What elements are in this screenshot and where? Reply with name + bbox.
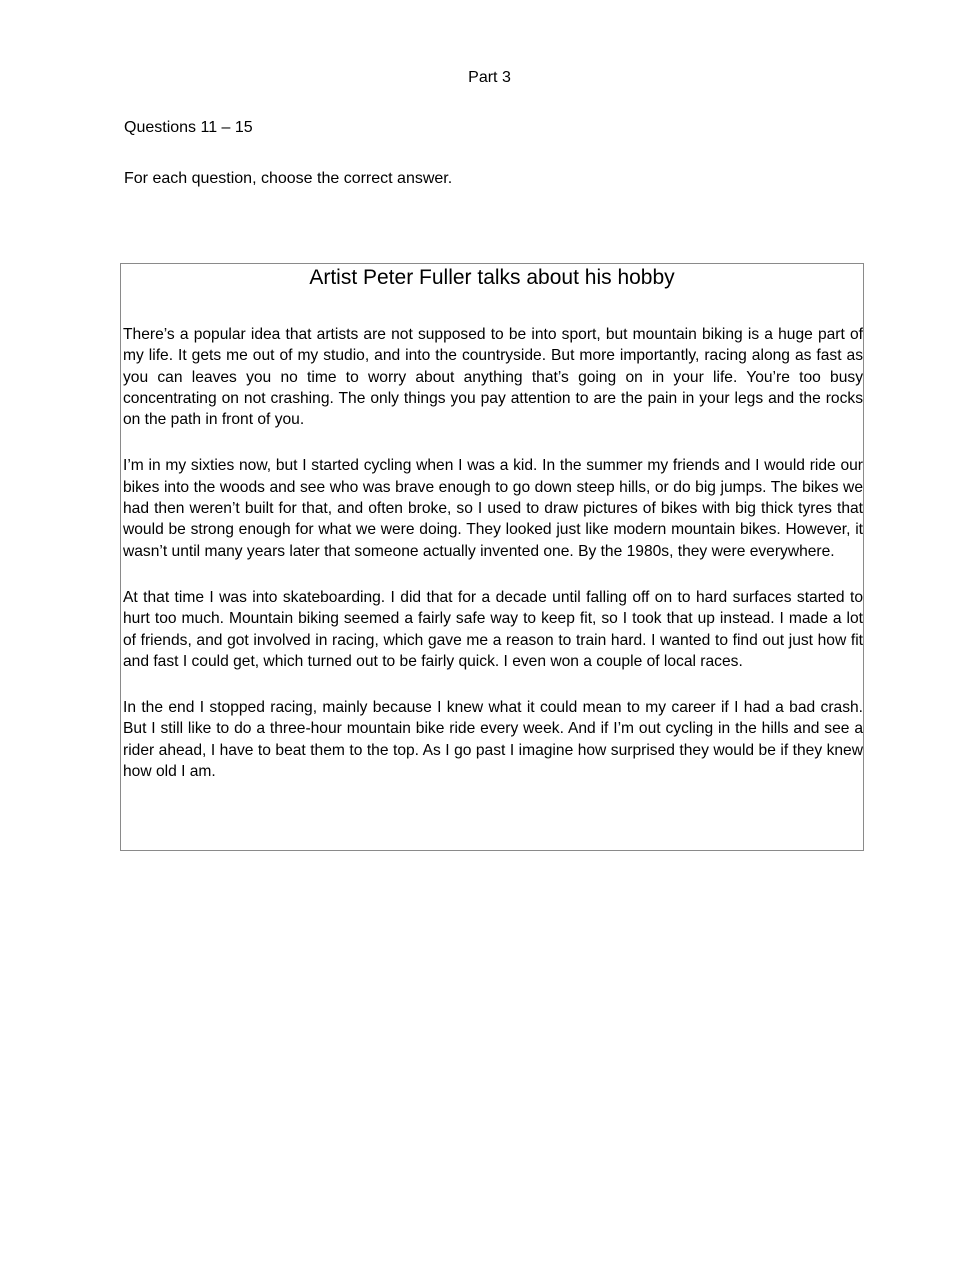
article-body [123, 324, 863, 807]
article-paragraph-2: I’m in my sixties now, but I started cycling when I was a kid. In the summer my friends and I would ride our bikes into the woods and see who was brave enough to go down steep hills, or do big jumps. The bikes we had then weren’t built for that, and often broke, so I used to draw pictures of bikes with big thick tyres that would be strong enough for what we were doing. They looked just like modern mountain bikes. However, it wasn’t until many years later that someone actually invented one. By the 1980s, they were everywhere. [123, 457, 863, 560]
part-heading: Part 3 [468, 69, 511, 86]
article-title: Artist Peter Fuller talks about his hobby [309, 266, 675, 289]
questions-range: Questions 11 – 15 [124, 119, 253, 136]
article-paragraph-3: At that time I was into skateboarding. I did that for a decade until falling off on to hard surfaces started to hurt too much. Mountain biking seemed a fairly safe way to keep fit, so I took that up instead. I made a lot of friends, and got involved in racing, which gave me a reason to train hard. I wanted to find out just how fit and fast I could get, which turned out to be fairly quick. I even won a couple of local races. [123, 588, 863, 670]
article-paragraph-4: In the end I stopped racing, mainly because I knew what it could mean to my career if I had a bad crash. But I still like to do a three-hour mountain bike ride every week. And if I’m out cycling in the hills and see a rider ahead, I have to beat them to the top. As I go past I imagine how surprised they would be if they knew how old I am. [123, 699, 863, 781]
article-box [120, 263, 864, 851]
article-paragraph-1: There’s a popular idea that artists are not supposed to be into sport, but mountain biking is a huge part of my life. It gets me out of my studio, and into the countryside. But more importantly, racing along as fast as you can leaves you no time to worry about anything that’s going on in your life. You’re too busy concentrating on not crashing. The only things you pay attention to are the pain in your legs and the rocks on the path in front of you. [123, 326, 863, 429]
instruction-text: For each question, choose the correct answer. [124, 170, 453, 187]
